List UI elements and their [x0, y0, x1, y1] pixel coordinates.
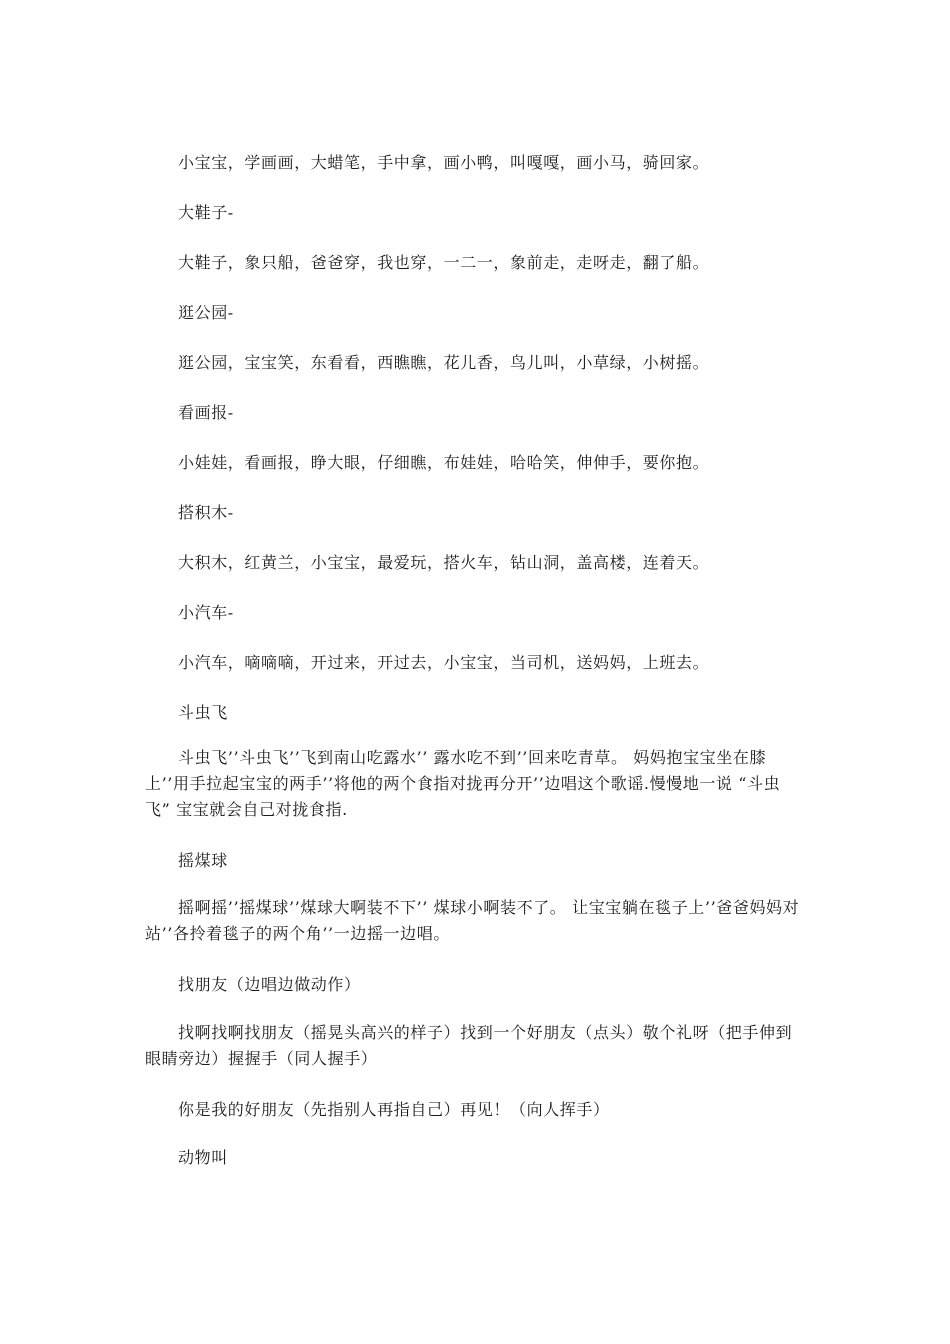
- rhyme-title-xiaoqiche: 小汽车-: [178, 603, 234, 622]
- rhyme-kanhuabao-text: 小娃娃，看画报，睁大眼，仔细瞧，布娃娃，哈哈笑，伸伸手，要你抱。: [178, 453, 710, 472]
- rhyme-title-daxiezi: 大鞋子-: [178, 203, 234, 222]
- rhyme-title-dongwujiao: 动物叫: [178, 1148, 228, 1167]
- rhyme-dajimu-text: 大积木，红黄兰，小宝宝，最爱玩，搭火车，钻山洞，盖高楼，连着天。: [178, 553, 710, 572]
- rhyme-title-kanhuabao: 看画报-: [178, 403, 234, 422]
- rhyme-zhaopengyou-text: 找啊找啊找朋友（摇晃头高兴的样子）找到一个好朋友（点头）敬个礼呀（把手伸到眼睛旁边）握握手（同人握手）: [145, 1023, 793, 1068]
- rhyme-douchongfei-text: 斗虫飞’’斗虫飞’’飞到南山吃露水’’ 露水吃不到’’回来吃青草。 妈妈抱宝宝坐在膝上’’用手拉起宝宝的两手’’将他的两个食指对拢再分开’’边唱这个歌谣.慢慢地一说 “斗虫飞” 宝宝就会自己对拢食指.: [145, 748, 781, 819]
- rhyme-daxiezi-text: 大鞋子，象只船，爸爸穿，我也穿，一二一，象前走，走呀走，翻了船。: [178, 253, 710, 272]
- rhyme-title-douchongfei: 斗虫飞: [178, 703, 228, 722]
- rhyme-guanggongyuan-text: 逛公园，宝宝笑，东看看，西瞧瞧，花儿香，鸟儿叫，小草绿，小树摇。: [178, 353, 710, 372]
- rhyme-title-dajimu: 搭积木-: [178, 503, 234, 522]
- rhyme-title-yaomeiqiu: 摇煤球: [178, 851, 228, 870]
- rhyme-zhaopengyou-text-2: 你是我的好朋友（先指别人再指自己）再见！（向人挥手）: [178, 1100, 610, 1119]
- rhyme-xuehuahua-text: 小宝宝，学画画，大蜡笔，手中拿，画小鸭，叫嘎嘎，画小马，骑回家。: [178, 153, 710, 172]
- rhyme-xiaoqiche-text: 小汽车，嘀嘀嘀，开过来，开过去，小宝宝，当司机，送妈妈，上班去。: [178, 653, 710, 672]
- rhyme-yaomeiqiu-text: 摇啊摇’’摇煤球’’煤球大啊装不下’’ 煤球小啊装不了。 让宝宝躺在毯子上’’爸爸妈妈对站’’各拎着毯子的两个角’’一边摇一边唱。: [145, 898, 800, 943]
- rhyme-title-guanggongyuan: 逛公园-: [178, 303, 234, 322]
- rhyme-title-zhaopengyou: 找朋友（边唱边做动作）: [178, 975, 361, 994]
